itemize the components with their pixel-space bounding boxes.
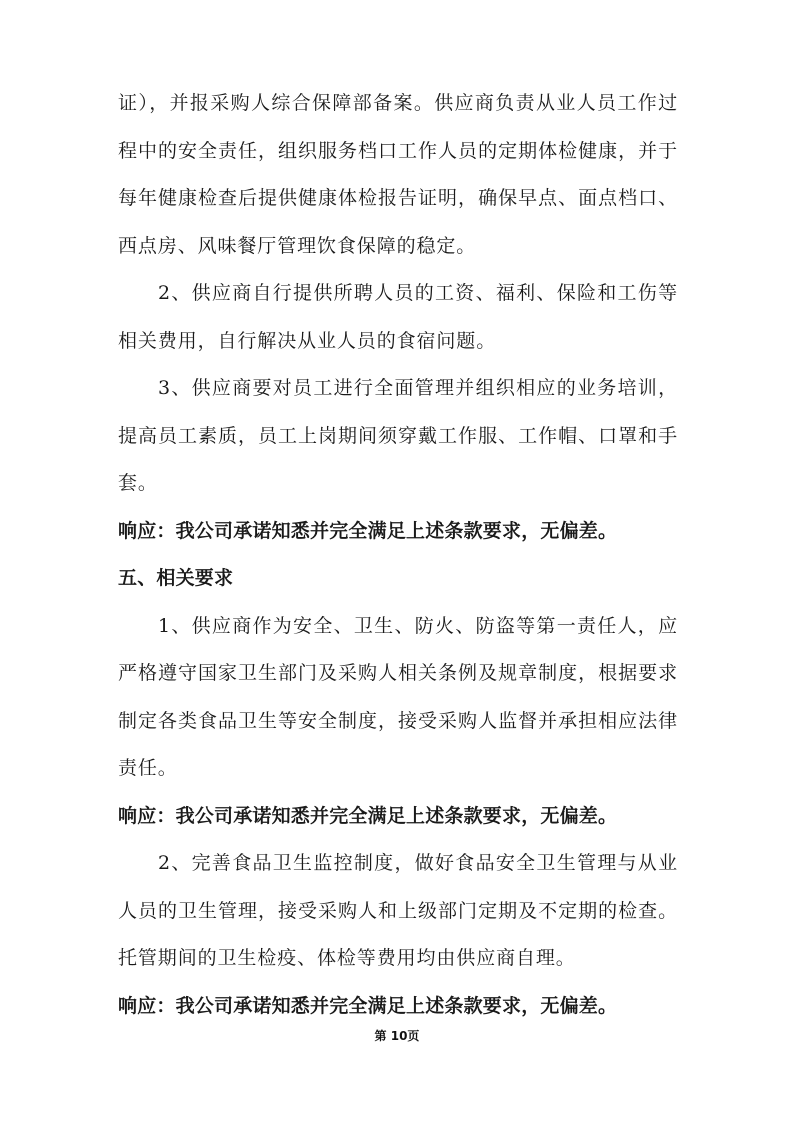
page-body [118, 80, 678, 1030]
paragraph-continuation: 证），并报采购人综合保障部备案。供应商负责从业人员工作过程中的安全责任，组织服务档口工作人员的定期体检健康，并于每年健康检查后提供健康体检报告证明，确保早点、面点档口、西点房、风味餐厅管理饮食保障的稳定。 [118, 92, 678, 257]
clause-2-hygiene: 2、完善食品卫生监控制度，做好食品安全卫生管理与从业人员的卫生管理，接受采购人和上级部门定期及不定期的检查。托管期间的卫生检疫、体检等费用均由供应商自理。 [118, 852, 678, 969]
clause-3-training: 3、供应商要对员工进行全面管理并组织相应的业务培训，提高员工素质，员工上岗期间须穿戴工作服、工作帽、口罩和手套。 [118, 377, 678, 494]
clause-1-safety: 1、供应商作为安全、卫生、防火、防盗等第一责任人，应严格遵守国家卫生部门及采购人相关条例及规章制度，根据要求制定各类食品卫生等安全制度，接受采购人监督并承担相应法律责任。 [118, 614, 678, 779]
response-statement: 响应：我公司承诺知悉并完全满足上述条款要求，无偏差。 [118, 994, 618, 1017]
response-statement: 响应：我公司承诺知悉并完全满足上述条款要求，无偏差。 [118, 519, 618, 542]
response-statement: 响应：我公司承诺知悉并完全满足上述条款要求，无偏差。 [118, 804, 618, 827]
section-heading: 五、相关要求 [118, 567, 234, 589]
clause-2-wages: 2、供应商自行提供所聘人员的工资、福利、保险和工伤等相关费用，自行解决从业人员的食宿问题。 [118, 282, 678, 352]
page-number: 第 10页 [374, 1029, 420, 1043]
